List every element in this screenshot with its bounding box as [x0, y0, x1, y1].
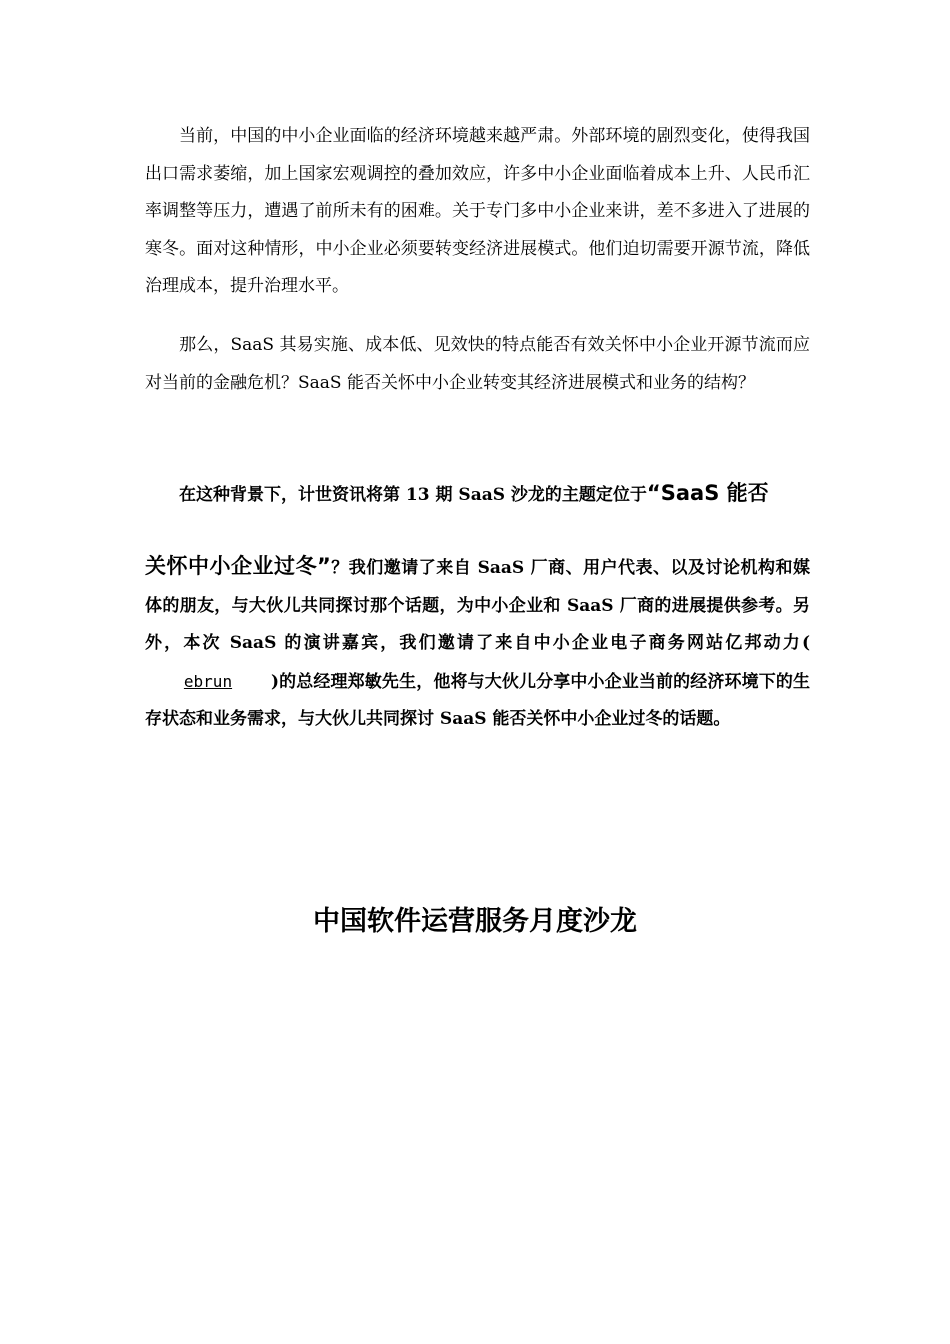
- paragraph-saas-question: [145, 327, 810, 402]
- salon-theme-part2: 关怀中小企业过冬”: [145, 554, 331, 578]
- salon-theme-part1: “SaaS 能否: [646, 481, 769, 505]
- ebrun-link[interactable]: ebrun: [183, 671, 233, 691]
- salon-intro-text: 在这种背景下，计世资讯将第 13 期 SaaS 沙龙的主题定位于: [179, 485, 647, 505]
- paragraph-1-text: 当前，中国的中小企业面临的经济环境越来越严肃。外部环境的剧烈变化，使得我国出口需求萎缩，加上国家宏观调控的叠加效应，许多中小企业面临着成本上升、人民币汇率调整等压力，遭遇了前所未有的困难。关于专门多中小企业来讲，差不多进入了进展的寒冬。面对这种情形，中小企业必须要转变经济进展模式。他们迫切需要开源节流，降低治理成本，提升治理水平。: [145, 126, 810, 296]
- salon-body-text-continued: )的总经理郑敏先生，他将与大伙儿分享中小企业当前的经济环境下的生存状态和业务需求，与大伙儿共同探讨 SaaS 能否关怀中小企业过冬的话题。: [145, 671, 810, 729]
- paragraph-economic-environment: [145, 118, 810, 306]
- paragraph-salon-theme: [145, 472, 810, 739]
- salon-body-text: ？我们邀请了来自 SaaS 厂商、用户代表、以及讨论机构和媒体的朋友，与大伙儿共同探讨那个话题，为中小企业和 SaaS 厂商的进展提供参考。另外，本次 SaaS 的演讲嘉宾，我们邀请了来自中小企业电子商务网站亿邦动力(: [145, 558, 810, 653]
- section-heading: 中国软件运营服务月度沙龙: [313, 906, 637, 937]
- paragraph-2-text: 那么，SaaS 其易实施、成本低、见效快的特点能否有效关怀中小企业开源节流而应对当前的金融危机？SaaS 能否关怀中小企业转变其经济进展模式和业务的结构？: [145, 335, 810, 393]
